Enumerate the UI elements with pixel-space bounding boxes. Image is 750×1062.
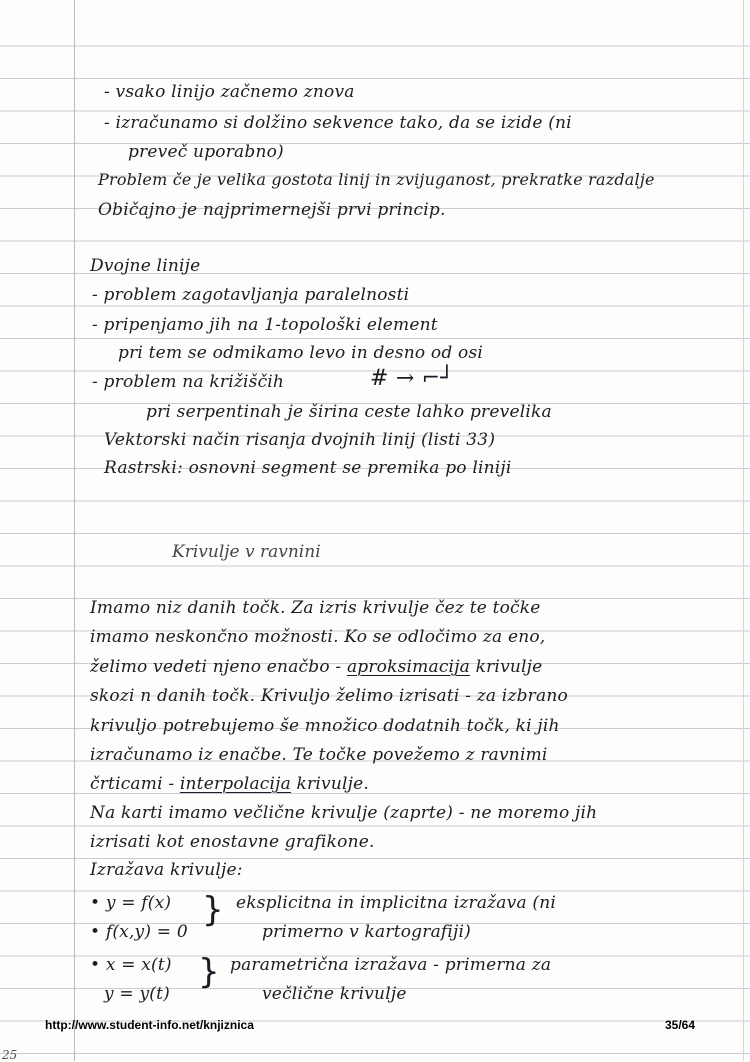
note-line: želimo vedeti njeno enačbo - aproksimacija krivulje: [90, 657, 543, 677]
note-line: večlične krivulje: [262, 984, 407, 1004]
brace: }: [198, 952, 220, 992]
note-line: pri tem se odmikamo levo in desno od osi: [118, 343, 484, 363]
formula-implicit: • f(x,y) = 0: [90, 922, 188, 942]
note-line: - problem zagotavljanja paralelnosti: [92, 285, 410, 305]
note-line: krivuljo potrebujemo še množico dodatnih točk, ki jih: [90, 716, 560, 736]
note-line: - pripenjamo jih na 1-topološki element: [92, 315, 438, 335]
page-number: 35/64: [665, 1018, 696, 1032]
note-subheading: Dvojne linije: [90, 256, 201, 276]
note-line: - vsako linijo začnemo znova: [104, 82, 355, 102]
note-line: pri serpentinah je širina ceste lahko prevelika: [146, 402, 552, 422]
margin-line: [74, 0, 75, 1061]
note-line: parametrična izražava - primerna za: [230, 955, 552, 975]
note-line: izrisati kot enostavne grafikone.: [90, 832, 375, 852]
note-line: Običajno je najprimernejši prvi princip.: [98, 200, 446, 220]
note-line: Vektorski način risanja dvojnih linij (listi 33): [104, 430, 496, 450]
note-line: preveč uporabno): [128, 142, 284, 162]
note-line: - problem na križiščih: [92, 372, 285, 392]
section-heading: Krivulje v ravnini: [172, 542, 321, 562]
interpolacija-text: črticami - interpolacija krivulje.: [90, 774, 369, 794]
formula-param-x: • x = x(t): [90, 955, 172, 975]
note-line: izračunamo iz enačbe. Te točke povežemo z ravnimi: [90, 745, 548, 765]
note-line: Na karti imamo večlične krivulje (zaprte) - ne moremo jih: [90, 803, 598, 823]
note-line: Rastrski: osnovni segment se premika po liniji: [104, 458, 512, 478]
note-line: - izračunamo si dolžino sekvence tako, da se izide (ni: [104, 113, 572, 133]
page-edge: [743, 0, 744, 1061]
crossing-sketch: # → ⌐┘: [370, 366, 454, 391]
note-line: Imamo niz danih točk. Za izris krivulje čez te točke: [90, 598, 541, 618]
brace: }: [202, 890, 224, 930]
note-line: [90, 774, 369, 794]
formula-explicit: • y = f(x): [90, 893, 172, 913]
note-line: primerno v kartografiji): [262, 922, 471, 942]
note-line: skozi n danih točk. Krivuljo želimo izrisati - za izbrano: [90, 686, 568, 706]
note-line: imamo neskončno možnosti. Ko se odločimo za eno,: [90, 627, 546, 647]
footer-url[interactable]: http://www.student-info.net/knjiznica: [45, 1018, 254, 1032]
corner-mark: 25: [2, 1048, 18, 1062]
formula-param-y: y = y(t): [104, 984, 170, 1004]
note-line: eksplicitna in implicitna izražava (ni: [236, 893, 557, 913]
note-line: Problem če je velika gostota linij in zvijuganost, prekratke razdalje: [98, 170, 655, 189]
note-line: Izražava krivulje:: [90, 860, 243, 880]
